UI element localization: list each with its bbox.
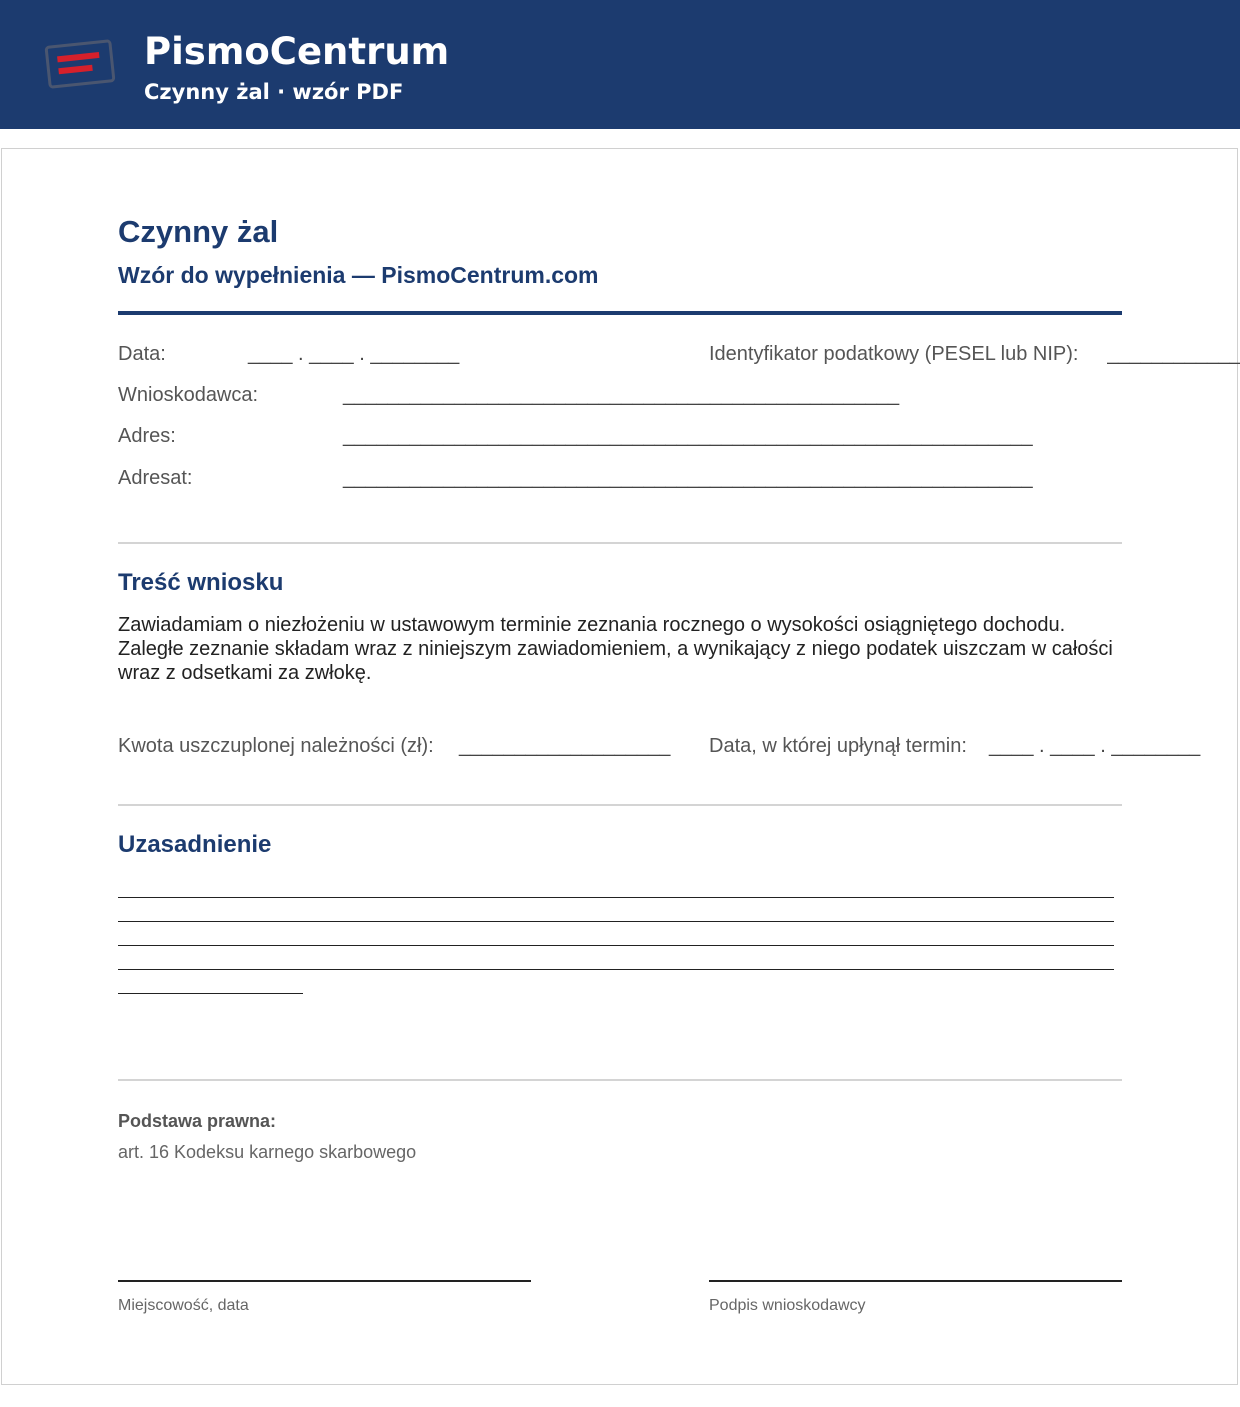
date-label: Data: — [118, 343, 166, 365]
applicant-label: Wnioskodawca: — [118, 384, 259, 406]
section-divider — [118, 1079, 1122, 1081]
amount-label: Kwota uszczuplonej należności (zł): — [118, 735, 434, 757]
writing-line — [118, 945, 1114, 946]
writing-line — [118, 921, 1114, 922]
writing-line — [118, 969, 1114, 970]
writing-line — [118, 897, 1114, 898]
recipient-field[interactable]: ______________________________________________________________ — [343, 467, 1033, 489]
section-divider — [118, 542, 1122, 544]
document-logo-icon — [44, 38, 116, 90]
legal-basis-text: art. 16 Kodeksu karnego skarbowego — [118, 1142, 417, 1162]
deadline-label: Data, w której upłynął termin: — [709, 735, 967, 757]
justification-heading: Uzasadnienie — [118, 831, 272, 858]
place-date-label: Miejscowość, data — [118, 1297, 249, 1314]
place-date-line[interactable] — [118, 1280, 531, 1282]
section-divider — [118, 804, 1122, 806]
address-label: Adres: — [118, 425, 176, 447]
app-header — [0, 0, 1240, 129]
document-page — [1, 148, 1238, 1385]
document-subtitle: Wzór do wypełnienia — PismoCentrum.com — [118, 262, 599, 288]
signature-label: Podpis wnioskodawcy — [709, 1297, 866, 1314]
content-heading: Treść wniosku — [118, 569, 284, 596]
brand-subtitle: Czynny żal · wzór PDF — [144, 80, 404, 104]
brand-name: PismoCentrum — [144, 30, 450, 73]
applicant-field[interactable]: __________________________________________________ — [343, 384, 900, 406]
address-field[interactable]: ______________________________________________________________ — [343, 425, 1033, 447]
recipient-label: Adresat: — [118, 467, 193, 489]
document-title: Czynny żal — [118, 214, 279, 249]
amount-field[interactable]: ___________________ — [459, 735, 671, 757]
tax-id-field[interactable]: ____________ — [1107, 343, 1240, 365]
tax-id-label: Identyfikator podatkowy (PESEL lub NIP): — [709, 343, 1079, 365]
legal-basis-heading: Podstawa prawna: — [118, 1111, 277, 1131]
writing-line — [118, 993, 303, 994]
title-divider — [118, 311, 1122, 315]
content-text: Zawiadamiam o niezłożeniu w ustawowym terminie zeznania rocznego o wysokości osiągniętego dochodu. Zaległe zeznanie składam wraz z niniejszym zawiadomieniem, a wynikający z niego podatek uiszczam w całości wraz z odsetkami za zwłokę. — [118, 614, 1113, 684]
date-field[interactable]: ____ . ____ . ________ — [248, 343, 460, 365]
deadline-field[interactable]: ____ . ____ . ________ — [989, 735, 1201, 757]
signature-line[interactable] — [709, 1280, 1122, 1282]
